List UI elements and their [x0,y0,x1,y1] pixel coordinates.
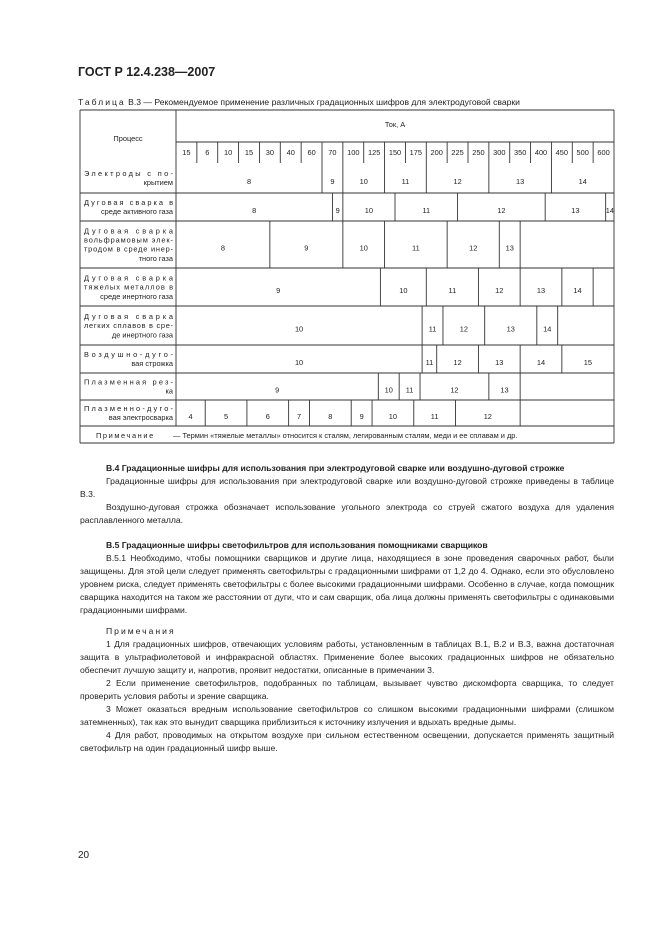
shade-number: 12 [450,385,459,395]
shade-number: 8 [252,206,257,215]
process-name-line: тного газа [138,253,173,263]
process-name-line: Дуговая сварка в [84,198,173,207]
shade-number: 11 [412,243,420,253]
note-3: 3 Может оказаться вредным использование светофильтров со слишком высокими градационными шифрами (слишком затемненных), так как это вынудит сварщика приблизиться к источнику излучения и вдыхать вредные дымы. [80,704,614,727]
section-b5 [80,539,614,617]
shade-number: 13 [506,324,515,334]
note-4: 4 Для работ, проводимых на открытом воздухе при сильном естественном освещении, допускается применять защитный светофильтр на один градационный шифр выше. [80,730,614,753]
shade-number: 12 [459,324,468,334]
table-caption-number: В.3 [128,97,141,107]
shade-number: 12 [497,206,506,215]
shade-number: 11 [422,206,431,215]
current-value: 175 [409,148,423,157]
table-caption-label: Таблица [78,97,126,107]
shade-number: 11 [401,177,410,186]
shade-number: 13 [495,358,504,367]
current-header: Ток, А [384,120,406,129]
shade-number: 14 [605,206,614,215]
notes-label: Примечания [106,626,176,636]
shade-number: 14 [543,324,552,334]
current-value: 300 [493,148,506,157]
shade-number: 14 [573,286,582,295]
current-value: 450 [555,148,569,157]
current-value: 6 [205,148,210,157]
current-value: 15 [244,148,254,157]
table-note-label: Примечание [96,431,155,440]
section-b4-paragraph-1: Градационные шифры для использования при электродуговой сварке или воздушно-дуговой строжке приведены в таблице В.3. [80,476,614,499]
table-grid-lines [80,110,614,443]
process-name-line: среде активного газа [100,207,173,217]
shade-number: 11 [425,358,434,367]
shade-number: 7 [296,412,302,421]
process-name-line: тяжелых металлов в [84,282,173,292]
current-value: 225 [451,148,464,157]
process-name-line: Плазменно-дуго- [84,404,173,413]
process-name-line: вольфрамовым элек- [84,235,173,245]
shade-number: 4 [188,412,193,421]
shade-number: 15 [583,358,593,367]
process-name-line: Плазменная рез- [84,377,173,387]
process-name-line: Дуговая сварка [84,311,173,321]
current-value: 70 [328,148,337,157]
shade-number: 12 [495,286,504,295]
shade-number: 12 [483,412,492,421]
process-name-line: среде инертного газа [100,291,173,301]
shade-number: 11 [428,324,437,334]
shade-number: 10 [384,385,393,395]
process-name-line: Дуговая сварка [84,226,173,236]
shade-number: 11 [430,412,439,421]
shade-number: 11 [448,286,457,295]
section-b4 [80,462,614,527]
current-value: 250 [472,148,485,157]
section-b5-title: В.5 Градационные шифры светофильтров для использования помощниками сварщиков [106,540,488,550]
process-name-line: вая строжка [131,359,173,369]
table-text [84,120,614,440]
current-value: 15 [182,148,191,157]
section-b4-title: В.4 Градационные шифры для использования при электродуговой сварке или воздушно-дуговой строжке [106,463,565,473]
shade-number: 9 [275,385,280,395]
page-number: 20 [78,850,90,861]
shade-number: 8 [328,412,333,421]
shade-number: 13 [505,243,514,253]
current-value: 40 [286,148,295,157]
current-value: 500 [576,148,589,157]
process-name-line: де инертного газа [111,330,173,340]
shade-number: 12 [453,358,462,367]
process-name-line: тродом в среде инер- [84,244,173,254]
note-2: 2 Если применение светофильтров, подобранных по таблицам, вызывает чувство дискомфорта сварщика, то следует проверить условия работы и зрение сварщика. [80,678,614,701]
shade-number: 9 [330,177,335,186]
process-name-line: легких сплавов в сре- [84,321,173,331]
document-header: ГОСТ Р 12.4.238—2007 [78,65,216,79]
shade-number: 9 [304,243,309,253]
shade-number: 9 [276,286,281,295]
current-value: 200 [430,148,443,157]
current-value: 60 [307,148,316,157]
process-name-line: крытием [143,178,173,188]
shade-number: 11 [405,385,414,395]
shade-number: 9 [359,412,364,421]
section-b5-paragraph-1: В.5.1 Необходимо, чтобы помощники сварщиков и другие лица, находящиеся в зоне проведения сварочных работ, были защищены. Для этой цели следует применять светофильтры с градационными шифрами от 1,2 до 4. Однако, если это обусловлено уровнем риска, следует применять светофильтры с более высокими градационными шифрами. Особенно в случае, когда помощник сварщика находится на таком же расстоянии от дуги, что и сам сварщик, оба лица должны применять светофильтры с одинаковыми градационными шифрами. [80,553,614,615]
shade-number: 14 [536,358,546,367]
current-value: 125 [367,148,381,157]
shade-number: 10 [294,324,304,334]
process-name-line: Воздушно-дуго- [84,350,173,359]
table-note-text: — Термин «тяжелые металлы» относится к сталям, легированным сталям, меди и ее сплавам и др. [173,431,518,440]
shade-number: 10 [364,206,374,215]
shade-number: 14 [578,177,587,186]
shade-number: 12 [469,243,478,253]
shade-number: 13 [536,286,546,295]
shade-number: 8 [246,177,252,186]
shade-number: 10 [359,243,368,253]
shade-number: 10 [399,286,408,295]
shade-number: 5 [223,412,229,421]
process-name-line: Электроды с по- [84,169,173,178]
notes-block [80,625,614,755]
table-caption-title: — Рекомендуемое применение различных градационных шифров для электродуговой сварки [143,97,520,107]
current-value: 10 [224,148,233,157]
shade-number: 10 [294,358,304,367]
shade-number: 10 [359,177,368,186]
current-value: 30 [265,148,274,157]
shade-number: 13 [516,177,525,186]
note-1: 1 Для градационных шифров, отвечающих условиям работы, установленным в таблицах В.1, В.2 и В.3, важна достаточная защита в ультрафиолетовой и инфракрасной областях. Применение более высоких градационных шифров не обязательно обеспечит лучшую защиту и, напротив, проявит недостатки, описанные в примечании 3. [80,639,614,675]
shade-number: 6 [265,412,270,421]
process-name-line: Дуговая сварка [84,273,173,283]
shade-number: 13 [500,385,509,395]
shade-number: 8 [220,243,225,253]
current-value: 150 [388,148,402,157]
process-header: Процесс [113,134,143,143]
shade-number: 13 [571,206,580,215]
shade-number: 10 [388,412,398,421]
shade-number: 9 [335,206,340,215]
current-value: 100 [347,148,360,157]
current-value: 400 [534,148,548,157]
section-b4-paragraph-2: Воздушно-дуговая строжка обозначает использование угольного электрода со струей сжатого воздуха для удаления расплавленного металла. [80,502,614,525]
current-value: 600 [597,148,610,157]
process-name-line: ка [165,386,173,396]
table-caption [78,97,520,107]
shade-number: 12 [453,177,462,186]
process-name-line: вая электросварка [108,413,173,423]
current-value: 350 [513,148,527,157]
